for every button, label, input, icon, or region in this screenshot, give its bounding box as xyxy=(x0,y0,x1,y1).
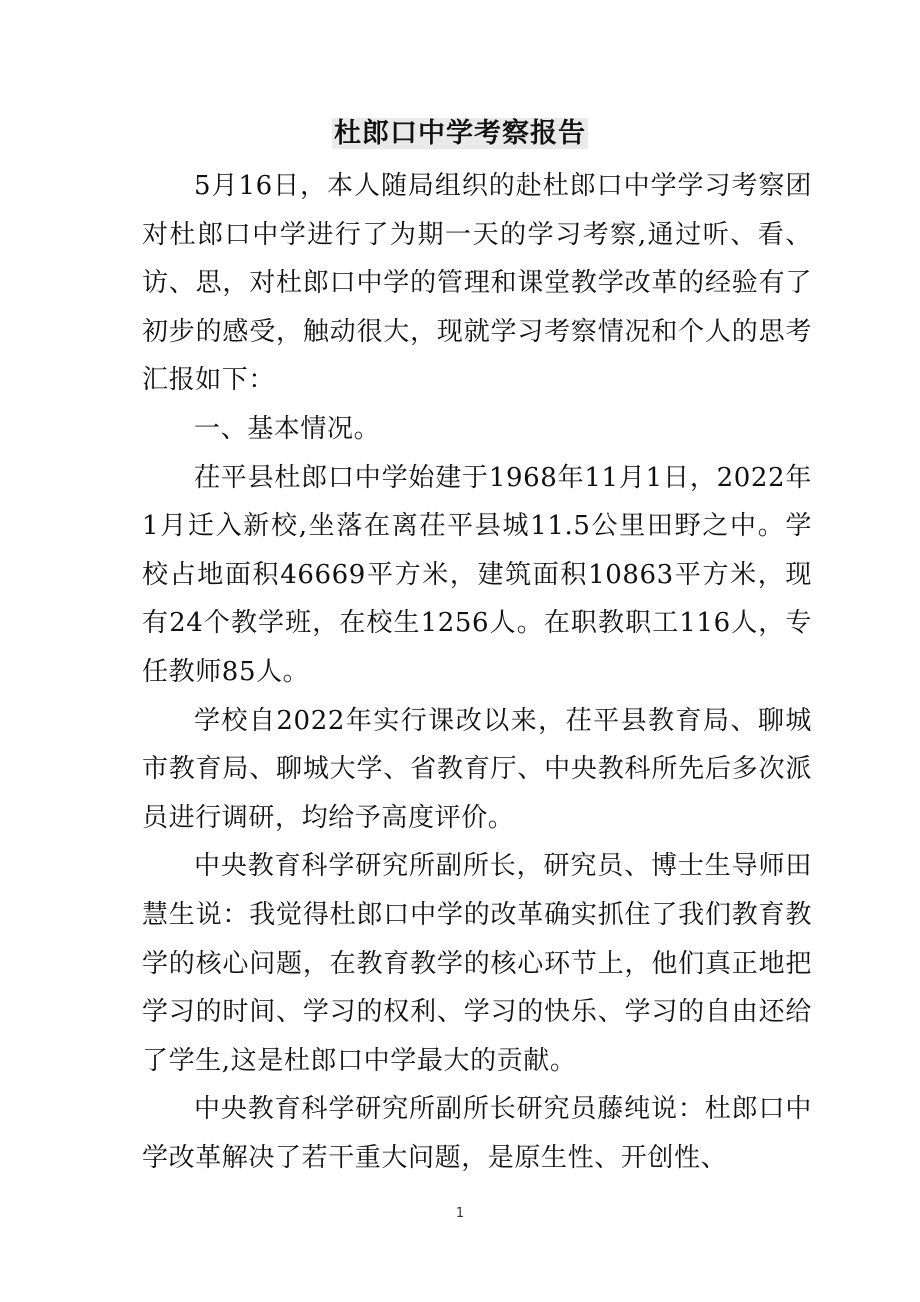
page-number: 1 xyxy=(455,1206,465,1221)
paragraph-quote-tian: 中央教育科学研究所副所长，研究员、博士生导师田慧生说：我觉得杜郎口中学的改革确实抓住了我们教育教学的核心问题，在教育教学的核心环节上，他们真正地把学习的时间、学习的权利、学习的快乐、学习的自由还给了学生,这是杜郎口中学最大的贡献。 xyxy=(142,851,812,1076)
section-heading-basic-info: 一、基本情况。 xyxy=(194,413,381,444)
paragraph-intro: 5月16日，本人随局组织的赴杜郎口中学学习考察团对杜郎口中学进行了为期一天的学习考察,通过听、看、访、思，对杜郎口中学的管理和课堂教学改革的经验有了初步的感受，触动很大，现就学习考察情况和个人的思考汇报如下： xyxy=(142,171,812,396)
document-title xyxy=(0,112,920,156)
paragraph-reform-evaluation: 学校自2022年实行课改以来，茌平县教育局、聊城市教育局、聊城大学、省教育厅、中央教科所先后多次派员进行调研，均给予高度评价。 xyxy=(142,705,812,833)
document-body xyxy=(142,162,812,1182)
paragraph-school-overview: 茌平县杜郎口中学始建于1968年11月1日，2022年1月迁入新校,坐落在离茌平县城11.5公里田野之中。学校占地面积46669平方米，建筑面积10863平方米，现有24个教学班，在校生1256人。在职教职工116人，专任教师85人。 xyxy=(142,462,812,687)
document-title-text: 杜郎口中学考察报告 xyxy=(334,118,586,149)
paragraph-quote-teng: 中央教育科学研究所副所长研究员藤纯说：杜郎口中学改革解决了若干重大问题，是原生性、开创性、 xyxy=(142,1094,812,1173)
